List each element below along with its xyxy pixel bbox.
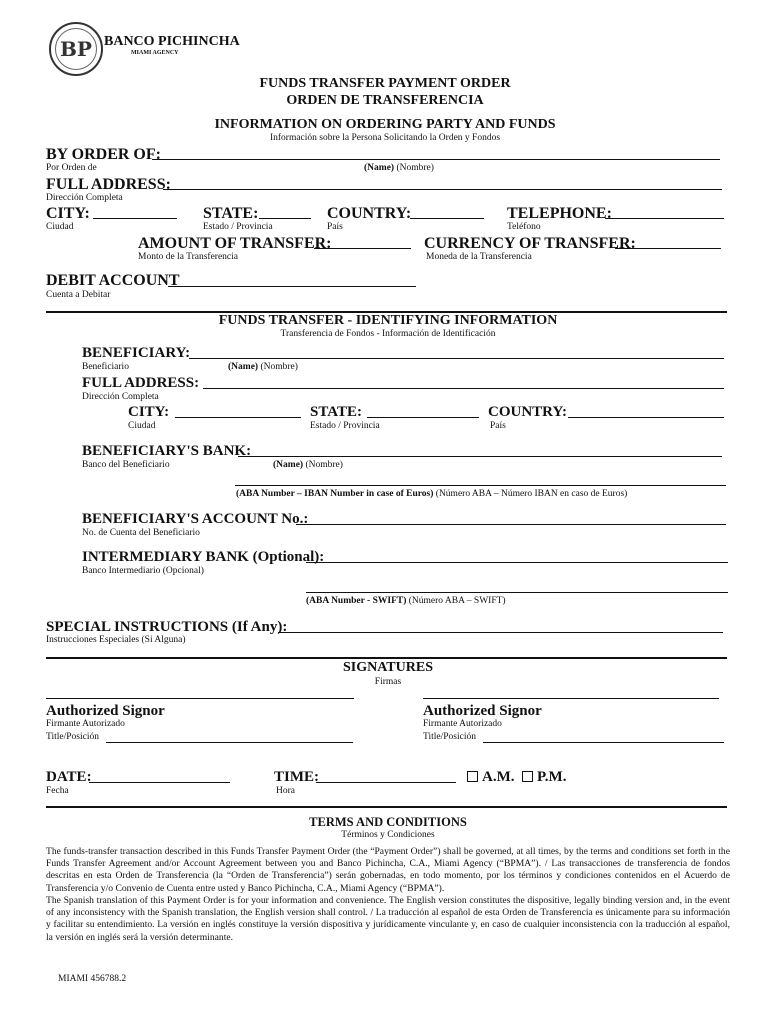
beneficiary-country-field[interactable] [568,417,724,418]
pm-checkbox[interactable] [522,771,533,782]
section-subtitle-identifying: Transferencia de Fondos - Información de Identificación [280,329,496,339]
aba-swift-hint: (ABA Number - SWIFT) (Número ABA – SWIFT) [306,596,506,606]
section-title-identifying: FUNDS TRANSFER - IDENTIFYING INFORMATION [218,313,558,328]
by-order-of-label: BY ORDER OF: [46,146,161,163]
debit-account-es: Cuenta a Debitar [46,290,111,300]
aba-iban-hint: (ABA Number – IBAN Number in case of Euros) (Número ABA – Número IBAN en caso de Euros) [236,489,628,499]
full-address-label: FULL ADDRESS: [46,176,171,193]
beneficiary-bank-es: Banco del Beneficiario [82,460,170,470]
section-title-ordering: INFORMATION ON ORDERING PARTY AND FUNDS [214,117,556,132]
time-es: Hora [276,786,295,796]
name-hint: (Name) (Nombre) [364,163,434,173]
special-instructions-field[interactable] [278,632,723,633]
signor-2-label: Authorized Signor [423,703,542,719]
signor-1-title-label: Title/Posición [46,732,99,742]
signor-1-label: Authorized Signor [46,703,165,719]
country-field[interactable] [410,218,484,219]
by-order-of-field[interactable] [152,159,720,160]
beneficiary-bank-label: BENEFICIARY'S BANK: [82,443,252,459]
signatures-subtitle: Firmas [374,677,402,687]
special-instructions-es: Instrucciones Especiales (Si Alguna) [46,635,186,645]
beneficiary-country-label: COUNTRY: [488,404,567,420]
beneficiary-state-label: STATE: [310,404,362,420]
by-order-of-es: Por Orden de [46,163,97,173]
document-id: MIAMI 456788.2 [58,974,127,984]
beneficiary-account-field[interactable] [296,524,726,525]
form-title-en: FUNDS TRANSFER PAYMENT ORDER [259,76,511,91]
amount-field[interactable] [314,248,411,249]
city-es: Ciudad [46,222,74,232]
beneficiary-address-label: FULL ADDRESS: [82,375,200,391]
telephone-es: Teléfono [507,222,541,232]
beneficiary-field[interactable] [189,358,724,359]
bank-name: BANCO PICHINCHA [104,34,240,49]
section-subtitle-ordering: Información sobre la Persona Solicitando la Orden y Fondos [269,133,501,143]
logo-monogram: BP [55,28,97,70]
beneficiary-city-field[interactable] [175,417,301,418]
beneficiary-country-es: País [490,421,506,431]
currency-es: Moneda de la Transferencia [426,252,532,262]
divider-2 [46,657,727,659]
intermediary-bank-label: INTERMEDIARY BANK (Optional): [82,549,325,565]
am-option[interactable]: A.M. [467,769,515,786]
bank-logo-emblem [49,22,103,76]
time-label: TIME: [274,769,320,785]
city-field[interactable] [93,218,177,219]
country-label: COUNTRY: [327,205,412,222]
pm-option[interactable]: P.M. [522,769,566,786]
beneficiary-label: BENEFICIARY: [82,345,191,361]
terms-title: TERMS AND CONDITIONS [309,815,467,829]
beneficiary-state-field[interactable] [367,417,479,418]
signor-1-title-field[interactable] [106,742,353,743]
currency-field[interactable] [615,248,721,249]
city-label: CITY: [46,205,90,222]
date-label: DATE: [46,769,92,785]
signature-2-field[interactable] [423,698,719,699]
divider-3 [46,806,727,808]
state-field[interactable] [259,218,311,219]
state-label: STATE: [203,205,259,222]
bank-agency: MIAMI AGENCY [131,50,179,56]
intermediary-bank-field[interactable] [306,562,728,563]
country-es: País [327,222,343,232]
form-title-es: ORDEN DE TRANSFERENCIA [286,93,484,108]
signature-1-field[interactable] [46,698,354,699]
beneficiary-city-label: CITY: [128,404,170,420]
terms-subtitle: Términos y Condiciones [341,830,435,840]
aba-iban-field[interactable] [235,485,726,486]
full-address-field[interactable] [163,189,722,190]
signor-1-es: Firmante Autorizado [46,719,125,729]
terms-paragraph-2: The Spanish translation of this Payment Order is for your information and convenience. The English version constitutes the dispositive, legally binding version and, in the event of any inconsistency with the Spanish translation, the English version shall control. / La traducción al español de esta Orden de Transferencia es únicamente para su información y facilitar su entendimiento. La versión en inglés constituye la versión dispositiva y jurídicamente vinculante y, en caso de cualquier inconsistencia con la traducción al español, la versión en inglés será la versión determinante. [46,895,730,943]
currency-label: CURRENCY OF TRANSFER: [424,235,636,252]
beneficiary-address-field[interactable] [203,388,724,389]
date-es: Fecha [46,786,69,796]
time-field[interactable] [316,782,456,783]
signatures-title: SIGNATURES [343,660,433,675]
debit-account-field[interactable] [168,286,416,287]
amount-es: Monto de la Transferencia [138,252,238,262]
signor-2-title-field[interactable] [483,742,724,743]
beneficiary-city-es: Ciudad [128,421,156,431]
beneficiary-account-label: BENEFICIARY'S ACCOUNT No.: [82,511,309,527]
telephone-field[interactable] [605,218,724,219]
beneficiary-bank-name-hint: (Name) (Nombre) [273,460,343,470]
terms-paragraph-1: The funds-transfer transaction described in this Funds Transfer Payment Order (the “Payment Order”) shall be governed, at all times, by the terms and conditions set forth in the Funds Transfer Agreement and/or Account Agreement between you and Banco Pichincha, C.A., Miami Agency (“BPMA”). / Las transacciones de transferencia de fondos descritas en esta Orden de Transferencia (la “Orden de Transferencia”) serán gobernadas, en todo momento, por los términos y condiciones contenidos en el Acuerdo de Transferencia y/o Convenio de Cuenta entre usted y Banco Pichincha, C.A., Miami Agency (“BPMA”). [46,846,730,894]
beneficiary-name-hint: (Name) (Nombre) [228,362,298,372]
state-es: Estado / Provincia [203,222,273,232]
intermediary-bank-es: Banco Intermediario (Opcional) [82,566,204,576]
signor-2-title-label: Title/Posición [423,732,476,742]
am-checkbox[interactable] [467,771,478,782]
beneficiary-bank-field[interactable] [238,456,722,457]
beneficiary-address-es: Dirección Completa [82,392,159,402]
beneficiary-state-es: Estado / Provincia [310,421,380,431]
amount-label: AMOUNT OF TRANSFER: [138,235,332,252]
beneficiary-account-es: No. de Cuenta del Beneficiario [82,528,200,538]
signor-2-es: Firmante Autorizado [423,719,502,729]
aba-swift-field[interactable] [306,592,728,593]
debit-account-label: DEBIT ACCOUNT [46,272,180,289]
date-field[interactable] [89,782,230,783]
special-instructions-label: SPECIAL INSTRUCTIONS (If Any): [46,619,288,635]
full-address-es: Dirección Completa [46,193,123,203]
beneficiary-es: Beneficiario [82,362,129,372]
telephone-label: TELEPHONE: [507,205,612,222]
